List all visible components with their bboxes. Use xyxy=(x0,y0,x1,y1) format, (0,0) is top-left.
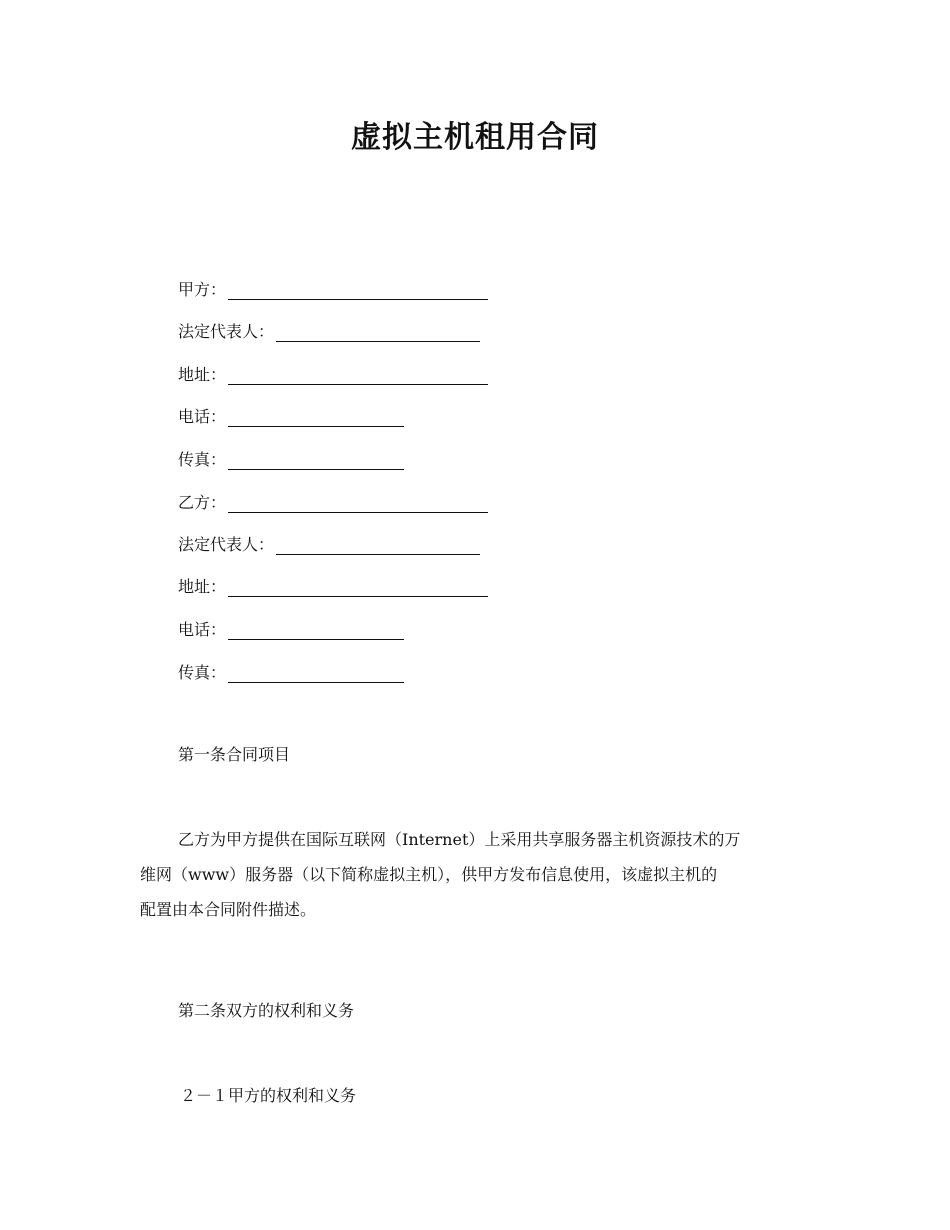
article-2-heading: 第二条双方的权利和义务 xyxy=(178,1001,355,1020)
document-title: 虚拟主机租用合同 xyxy=(351,120,599,155)
article-1-heading: 第一条合同项目 xyxy=(178,745,291,764)
party-a-rep-field xyxy=(178,318,480,342)
article-1-line: 配置由本合同附件描述。 xyxy=(140,900,317,919)
party-a-fax-field xyxy=(178,446,404,470)
party-b-name-blank[interactable] xyxy=(228,494,488,513)
article-1-line: 乙方为甲方提供在国际互联网（Internet）上采用共享服务器主机资源技术的万 xyxy=(178,830,741,849)
party-b-phone-label: 电话： xyxy=(178,620,227,639)
party-a-phone-label: 电话： xyxy=(178,407,227,426)
party-b-fax-field xyxy=(178,659,404,683)
party-b-address-field xyxy=(178,573,488,597)
party-a-fax-blank[interactable] xyxy=(228,451,404,470)
party-b-address-label: 地址： xyxy=(178,577,227,596)
article-2-subheading: ２－１甲方的权利和义务 xyxy=(180,1086,357,1105)
party-a-phone-field xyxy=(178,403,404,427)
party-b-fax-label: 传真： xyxy=(178,663,227,682)
party-b-name-field xyxy=(178,489,488,513)
party-b-rep-field xyxy=(178,531,480,555)
article-1-line: 维网（www）服务器（以下简称虚拟主机），供甲方发布信息使用，该虚拟主机的 xyxy=(140,865,718,884)
party-a-address-label: 地址： xyxy=(178,365,227,384)
party-b-fax-blank[interactable] xyxy=(228,664,404,683)
party-a-address-field xyxy=(178,361,488,385)
party-a-rep-label: 法定代表人： xyxy=(178,322,275,341)
party-a-name-blank[interactable] xyxy=(228,281,488,300)
party-a-name-field xyxy=(178,276,488,300)
party-b-address-blank[interactable] xyxy=(228,578,488,597)
party-a-rep-blank[interactable] xyxy=(276,323,480,342)
party-a-fax-label: 传真： xyxy=(178,450,227,469)
article-1-paragraph xyxy=(140,822,810,927)
party-a-address-blank[interactable] xyxy=(228,366,488,385)
party-a-phone-blank[interactable] xyxy=(228,408,404,427)
party-b-name-label: 乙方： xyxy=(178,493,227,512)
party-b-phone-blank[interactable] xyxy=(228,621,404,640)
party-b-phone-field xyxy=(178,616,404,640)
party-b-rep-label: 法定代表人： xyxy=(178,535,275,554)
party-b-rep-blank[interactable] xyxy=(276,536,480,555)
party-a-name-label: 甲方： xyxy=(178,280,227,299)
